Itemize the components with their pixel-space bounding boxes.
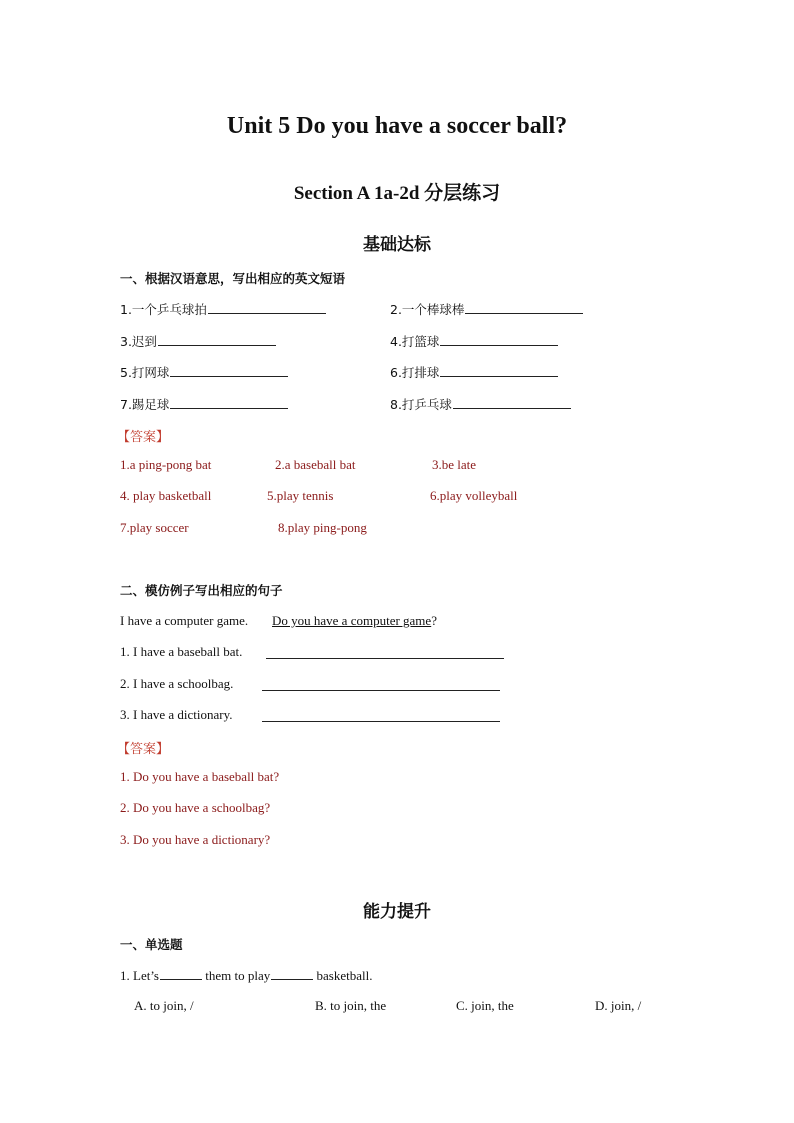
part1-item-5: 5.打网球 [120, 363, 288, 381]
option-a[interactable]: A. to join, / [134, 998, 194, 1013]
example-answer: Do you have a computer game? [272, 613, 437, 628]
answer-blank[interactable] [465, 301, 583, 314]
answer-2: 2.a baseball bat [275, 457, 356, 472]
part1-heading: 一、根据汉语意思，写出相应的英文短语 [120, 271, 346, 286]
answer-blank[interactable] [208, 301, 326, 314]
answer-line[interactable] [262, 678, 500, 691]
part1-item-6: 6.打排球 [390, 363, 558, 381]
answer-line[interactable] [262, 709, 500, 722]
answer-5: 5.play tennis [267, 488, 334, 503]
basic-level-heading: 基础达标 [363, 235, 431, 255]
part2-item-1: 1. I have a baseball bat. [120, 644, 243, 659]
answer-4: 4. play basketball [120, 488, 212, 503]
answer-blank[interactable] [271, 967, 313, 980]
answer-blank[interactable] [160, 967, 202, 980]
answer-blank[interactable] [453, 396, 571, 409]
answer-blank[interactable] [440, 364, 558, 377]
answer-3: 3.be late [432, 457, 477, 472]
answer-1: 1.a ping-pong bat [120, 457, 212, 472]
part2-item-3: 3. I have a dictionary. [120, 707, 233, 722]
answer-8: 8.play ping-pong [278, 520, 367, 535]
part2-item-2: 2. I have a schoolbag. [120, 676, 234, 691]
section-subtitle: Section A 1a-2d 分层练习 [293, 183, 501, 204]
option-c[interactable]: C. join, the [456, 998, 514, 1013]
answer-6: 6.play volleyball [430, 488, 518, 503]
answer-blank[interactable] [170, 364, 288, 377]
option-d[interactable]: D. join, / [595, 998, 642, 1013]
advanced-level-heading: 能力提升 [363, 902, 431, 922]
part1-item-7: 7.踢足球 [120, 395, 288, 413]
answer-sentence-2: 2. Do you have a schoolbag? [120, 800, 271, 815]
answer-sentence-1: 1. Do you have a baseball bat? [120, 769, 280, 784]
answer-blank[interactable] [170, 396, 288, 409]
part1-item-2: 2.一个棒球棒 [390, 300, 583, 318]
option-b[interactable]: B. to join, the [315, 998, 387, 1013]
question-1: 1. Let’s them to play basketball. [120, 968, 373, 983]
answer-tag: 【答案】 [117, 430, 170, 445]
part1-item-4: 4.打篮球 [390, 332, 558, 350]
part1-item-8: 8.打乒乓球 [390, 395, 571, 413]
part1-item-1: 1.一个乒乓球拍 [120, 300, 326, 318]
part3-heading: 一、单选题 [120, 937, 183, 952]
example-sentence: I have a computer game. [120, 613, 249, 628]
answer-tag: 【答案】 [117, 742, 170, 757]
part2-heading: 二、模仿例子写出相应的句子 [120, 583, 283, 598]
answer-line[interactable] [266, 646, 504, 659]
answer-blank[interactable] [158, 333, 276, 346]
answer-blank[interactable] [440, 333, 558, 346]
answer-sentence-3: 3. Do you have a dictionary? [120, 832, 271, 847]
part1-item-3: 3.迟到 [120, 332, 276, 350]
answer-7: 7.play soccer [120, 520, 189, 535]
page-title: Unit 5 Do you have a soccer ball? [226, 113, 568, 139]
